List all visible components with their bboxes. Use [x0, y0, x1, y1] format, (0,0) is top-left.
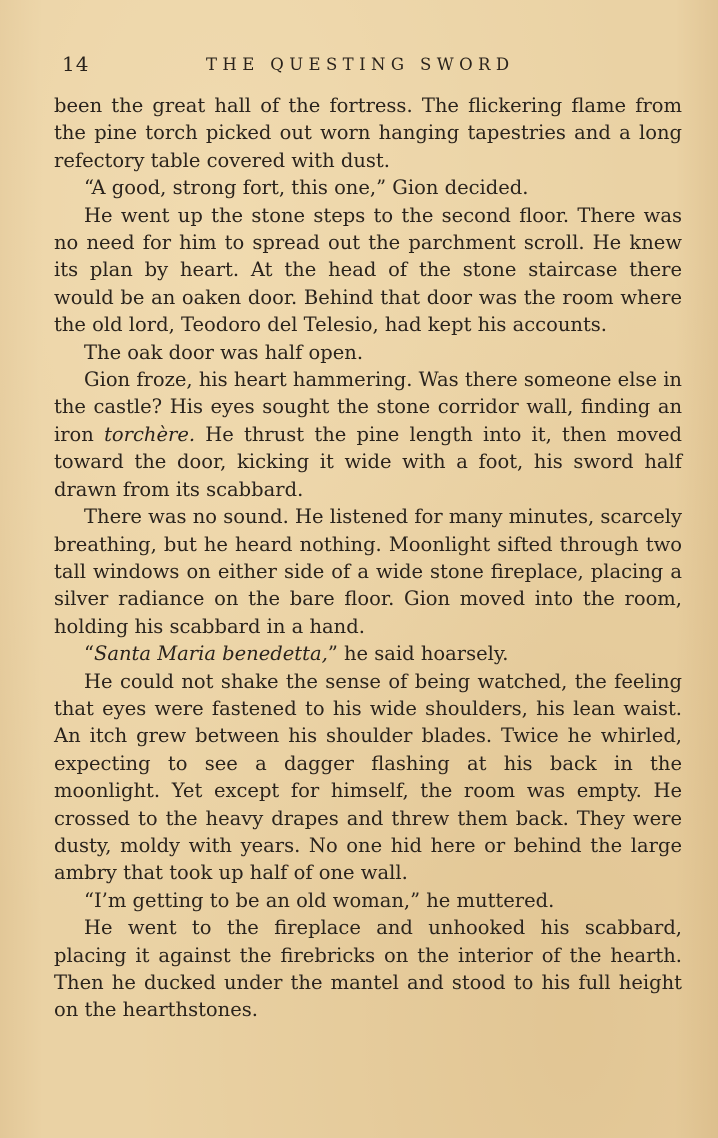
- paragraph-5: [54, 366, 682, 503]
- running-title: THE QUESTING SWORD: [206, 55, 515, 74]
- paragraph-9: “I’m getting to be an old woman,” he muttered.: [84, 888, 555, 912]
- paragraph-7: [54, 640, 682, 667]
- paragraph-7-italic-phrase: Santa Maria benedetta,: [93, 642, 328, 666]
- paragraph-5-text-before: Gion froze, his heart hammering. Was there someone else in the castle? His eyes sought the stone corridor wall, finding an iron: [54, 368, 682, 446]
- paragraph-5-italic-torchere: torchère.: [104, 422, 196, 446]
- paragraph-8: He could not shake the sense of being watched, the feeling that eyes were fastened to his wide shoulders, his lean waist. An itch grew between his shoulder blades. Twice he whirled, expecting to see a dagger flashing at his back in the moonlight. Yet except for himself, the room was empty. He crossed to the heavy drapes and threw them back. They were dusty, moldy with years. No one hid here or behind the large ambry that took up half of one wall.: [54, 669, 682, 885]
- paragraph-6: There was no sound. He listened for many minutes, scarcely breathing, but he heard nothing. Moonlight sifted through two tall windows on either side of a wide stone fireplace, placing a silver radiance on the bare floor. Gion moved into the room, holding his scabbard in a hand.: [54, 505, 682, 638]
- paragraph-7-text-after: ” he said hoarsely.: [327, 642, 509, 666]
- page-header: [62, 52, 682, 80]
- paragraph-1: been the great hall of the fortress. The flickering flame from the pine torch picked out worn hanging tapestries and a long refectory table covered with dust.: [54, 94, 682, 172]
- paragraph-3: He went up the stone steps to the second floor. There was no need for him to spread out the parchment scroll. He knew its plan by heart. At the head of the stone staircase there would be an oaken door. Behind that door was the room where the old lord, Teodoro del Telesio, had kept his accounts.: [54, 203, 682, 337]
- paragraph-2: “A good, strong fort, this one,” Gion decided.: [84, 176, 529, 200]
- page-number: 14: [62, 52, 90, 76]
- paragraph-5-text-after: He thrust the pine length into it, then moved toward the door, kicking it wide with a foot, his sword half drawn from its scabbard.: [54, 422, 682, 501]
- paragraph-10: He went to the fireplace and unhooked his scabbard, placing it against the firebricks on the interior of the hearth. Then he ducked under the mantel and stood to his full height on the hearthstones.: [54, 916, 682, 1022]
- paragraph-4: The oak door was half open.: [84, 340, 364, 364]
- body-text: [54, 92, 682, 1024]
- paragraph-7-open-quote: “: [84, 642, 94, 666]
